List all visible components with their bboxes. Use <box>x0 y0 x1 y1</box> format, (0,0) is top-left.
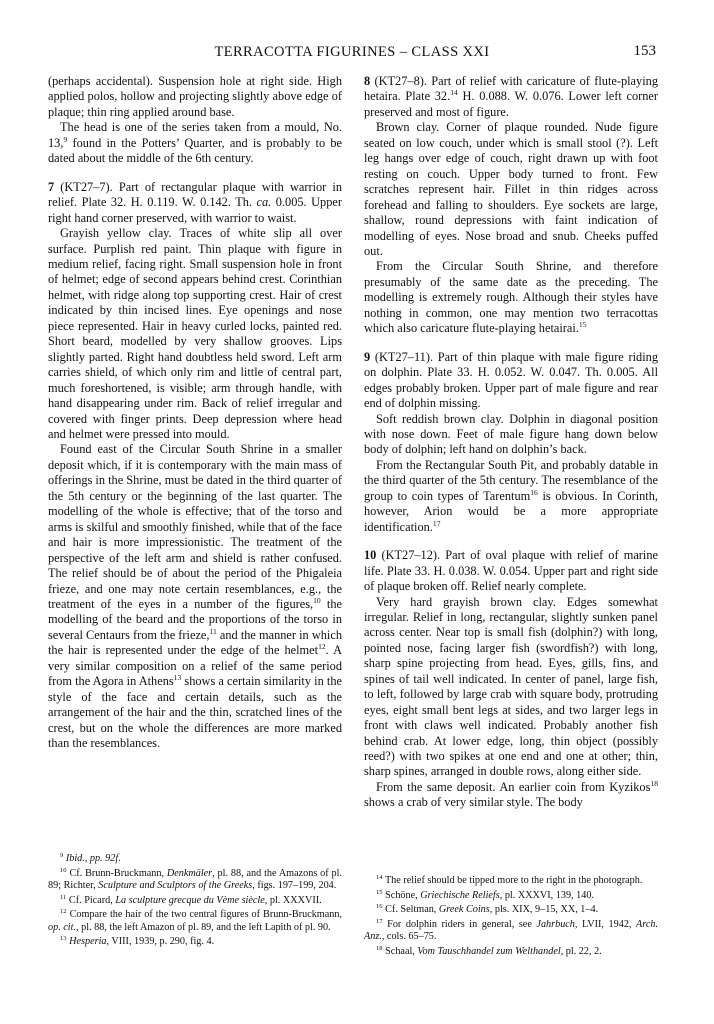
catalogue-entry-10: 10 (KT27–12). Part of oval plaque with relief of marine life. Plate 33. H. 0.038. W. 0.054. Upper part and right side of plaque broken off. Relief nearly complete. <box>364 548 658 594</box>
footnotes-left <box>48 853 342 951</box>
footnote: $^{14}$ The relief should be tipped more to the right in the photograph. <box>376 874 643 886</box>
left-column <box>48 74 342 751</box>
catalogue-entry-7: 7 (KT27–7). Part of rectangular plaque with warrior in relief. Plate 32. H. 0.119. W. 0.142. Th. ca. 0.005. Upper right hand corner preserved, with warrior to waist. <box>48 179 342 225</box>
running-title: TERRACOTTA FIGURINES – CLASS XXI <box>214 44 490 60</box>
footnote-ref: 12 <box>318 642 326 652</box>
footnote-ref: 18 <box>650 778 658 788</box>
footnote-ref: 11 <box>209 626 217 636</box>
footnote-ref: 17 <box>432 518 441 528</box>
paragraph: From the Rectangular South Pit, and probably datable in the third quarter of the 5th century. The resemblance of the group to coin types of Tarentum$^{16}$ is obvious. In Corinth, however, Arion would be a more appropriate identification.$^{17}$ <box>364 457 658 534</box>
page-number: 153 <box>633 43 656 59</box>
footnote: $^{13}$ Hesperia, VIII, 1939, p. 290, fig. 4. <box>60 935 215 947</box>
footnote: $^{18}$ Schaal, Vom Tauschhandel zum Welthandel, pl. 22, 2. <box>376 944 602 957</box>
paragraph: Brown clay. Corner of plaque rounded. Nude figure seated on low couch, under which is small stool (?). Left leg hangs over edge of couch, right drawn up with foot resting on couch. Upper body turned to front. Few scratches represent hair. Fillet in thin ridges across forehead and falling to shoulders. Eye sockets are large, shallow, round depressions with faint indication of modelling of eyes. Nose broad and snub. Cheeks puffed out. <box>364 120 658 258</box>
paragraph: Soft reddish brown clay. Dolphin in diagonal position with nose down. Feet of male figure hang down below body of dolphin; left hand on dolphin’s back. <box>364 411 658 457</box>
footnote-ref: 13 <box>173 673 182 683</box>
catalogue-entry-9: 9 (KT27–11). Part of thin plaque with male figure riding on dolphin. Plate 33. H. 0.052. W. 0.047. Th. 0.005. All edges probably broken. Upper part of male figure and rear end of dolphin missing. <box>364 349 658 411</box>
paragraph: The head is one of the series taken from a mould, No. 13,$^9$ found in the Potters’ Quarter, and is probably to be dated about the middle of the 6th century. <box>48 120 342 166</box>
right-column <box>364 74 658 811</box>
footnote: $^{17}$ For dolphin riders in general, see Jahrbuch, LVII, 1942, Arch. Anz., cols. 65–75. <box>364 917 658 942</box>
footnote-ref: 14 <box>450 88 458 98</box>
paragraph: (perhaps accidental). Suspension hole at right side. High applied polos, hollow and projecting slightly above edge of plaque; thin ring applied around base. <box>48 74 342 119</box>
footnote: $^{11}$ Cf. Picard, La sculpture grecque du Vème siècle, pl. XXXVII. <box>60 893 322 906</box>
footnote-ref: 10 <box>313 595 321 605</box>
footnote: $^{16}$ Cf. Seltman, Greek Coins, pls. XIX, 9–15, XX, 1–4. <box>376 903 599 915</box>
paragraph: From the Circular South Shrine, and therefore presumably of the same date as the preceding. The modelling is extremely rough. Although their styles have nothing in common, one may mention two terracottas which also caricature flute-playing hetairai.$^{15}$ <box>364 259 658 336</box>
paragraph: Found east of the Circular South Shrine in a smaller deposit which, if it is contemporary with the main mass of offerings in the Shrine, must be dated in the third quarter of the 5th century or the beginning of the last quarter. The modelling of the whole is effective; that of the torso and arms is skilful and smoothly finished, while that of the face and hair is more impressionistic. The treatment of the perspective of the left arm and shield is rather confused. The relief should be of about the period of the Phigaleia frieze, and one may note certain resemblances, e.g., the treatment of the eyes in a number of the figures,$^{10}$ the modelling of the beard and the proportions of the torso in several Centaurs from the frieze,$^{11}$ and the manner in which the hair is represented under the edge of the helmet$^{12}$. A very similar composition on a relief of the same period from the Agora in Athens$^{13}$ shows a certain similarity in the style of the face and certain details, such as the arrangement of the hair and the thin, scratched lines of the crest, but on the whole the differences are more marked than the resemblances. <box>48 442 343 751</box>
footnote: $^{12}$ Compare the hair of the two central figures of Brunn-Bruckmann, op. cit., pl. 88, the left Amazon of pl. 89, and the left Lapith of pl. 90. <box>48 908 342 933</box>
footnote-ref: 16 <box>530 487 538 497</box>
footnotes-right <box>364 875 658 960</box>
footnote: $^{10}$ Cf. Brunn-Bruckmann, Denkmäler, pl. 88, and the Amazons of pl. 89; Richter, Sculpture and Sculptors of the Greeks, figs. 197–199, 204. <box>48 866 342 891</box>
running-header <box>48 42 656 62</box>
entry-number: 8 <box>364 74 371 88</box>
footnote: $^9$ Ibid., pp. 92f. <box>60 852 121 864</box>
footnote-ref: 15 <box>578 320 587 330</box>
entry-number: 7 <box>48 179 55 194</box>
footnote: $^{15}$ Schöne, Griechische Reliefs, pl. XXXVI, 139, 140. <box>376 888 594 901</box>
catalogue-entry-8: 8 (KT27–8). Part of relief with caricature of flute-playing hetaira. Plate 32.14 H. 0.088. W. 0.076. Lower left corner preserved and most of figure. <box>364 74 658 119</box>
footnote-ref: 9 <box>63 134 68 144</box>
entry-number: 9 <box>364 349 371 364</box>
paragraph: Grayish yellow clay. Traces of white slip all over surface. Purplish red paint. Thin plaque with figure in medium relief, facing right. Small suspension hole in front of helmet; edge of second appears behind crest. Corinthian helmet, with ridge along top supporting crest. Hair of crest indicated by thin incised lines. Eye openings and nose piece represented. Hair in heavy curled locks, painted red. Short beard, modelled by very shallow grooves. Lips slightly parted. Right hand doubtless held sword. Left arm carries shield, of which only rim and little of central part, much foreshortened, is visible; arm through handle, with hand disappearing under rim. Back of relief irregular and covered with finger prints. Deep depression where head and helmet were pressed into mould. <box>48 226 342 441</box>
entry-number: 10 <box>364 548 377 563</box>
paragraph: Very hard grayish brown clay. Edges somewhat irregular. Relief in long, rectangular, slightly sunken panel across center. Near top is small fish (dolphin?) with long, pointed nose, facing larger fish (swordfish?) with long, sharp spine projecting from head. Eyes, gills, fins, and spines of tail well indicated. In center of panel, large fish, to left, followed by large crab with square body, protruding eyes, eight small bent legs at sides, and two larger legs in front with claws well indicated. Probably another fish behind crab. At lower edge, long, thin object (possibly reed?) with two spikes at one end and one at other; thin, sharp spines, arranged in double rows, along either side. <box>364 594 658 779</box>
paragraph: From the same deposit. An earlier coin from Kyzikos$^{18}$ shows a crab of very similar style. The body <box>364 778 658 810</box>
